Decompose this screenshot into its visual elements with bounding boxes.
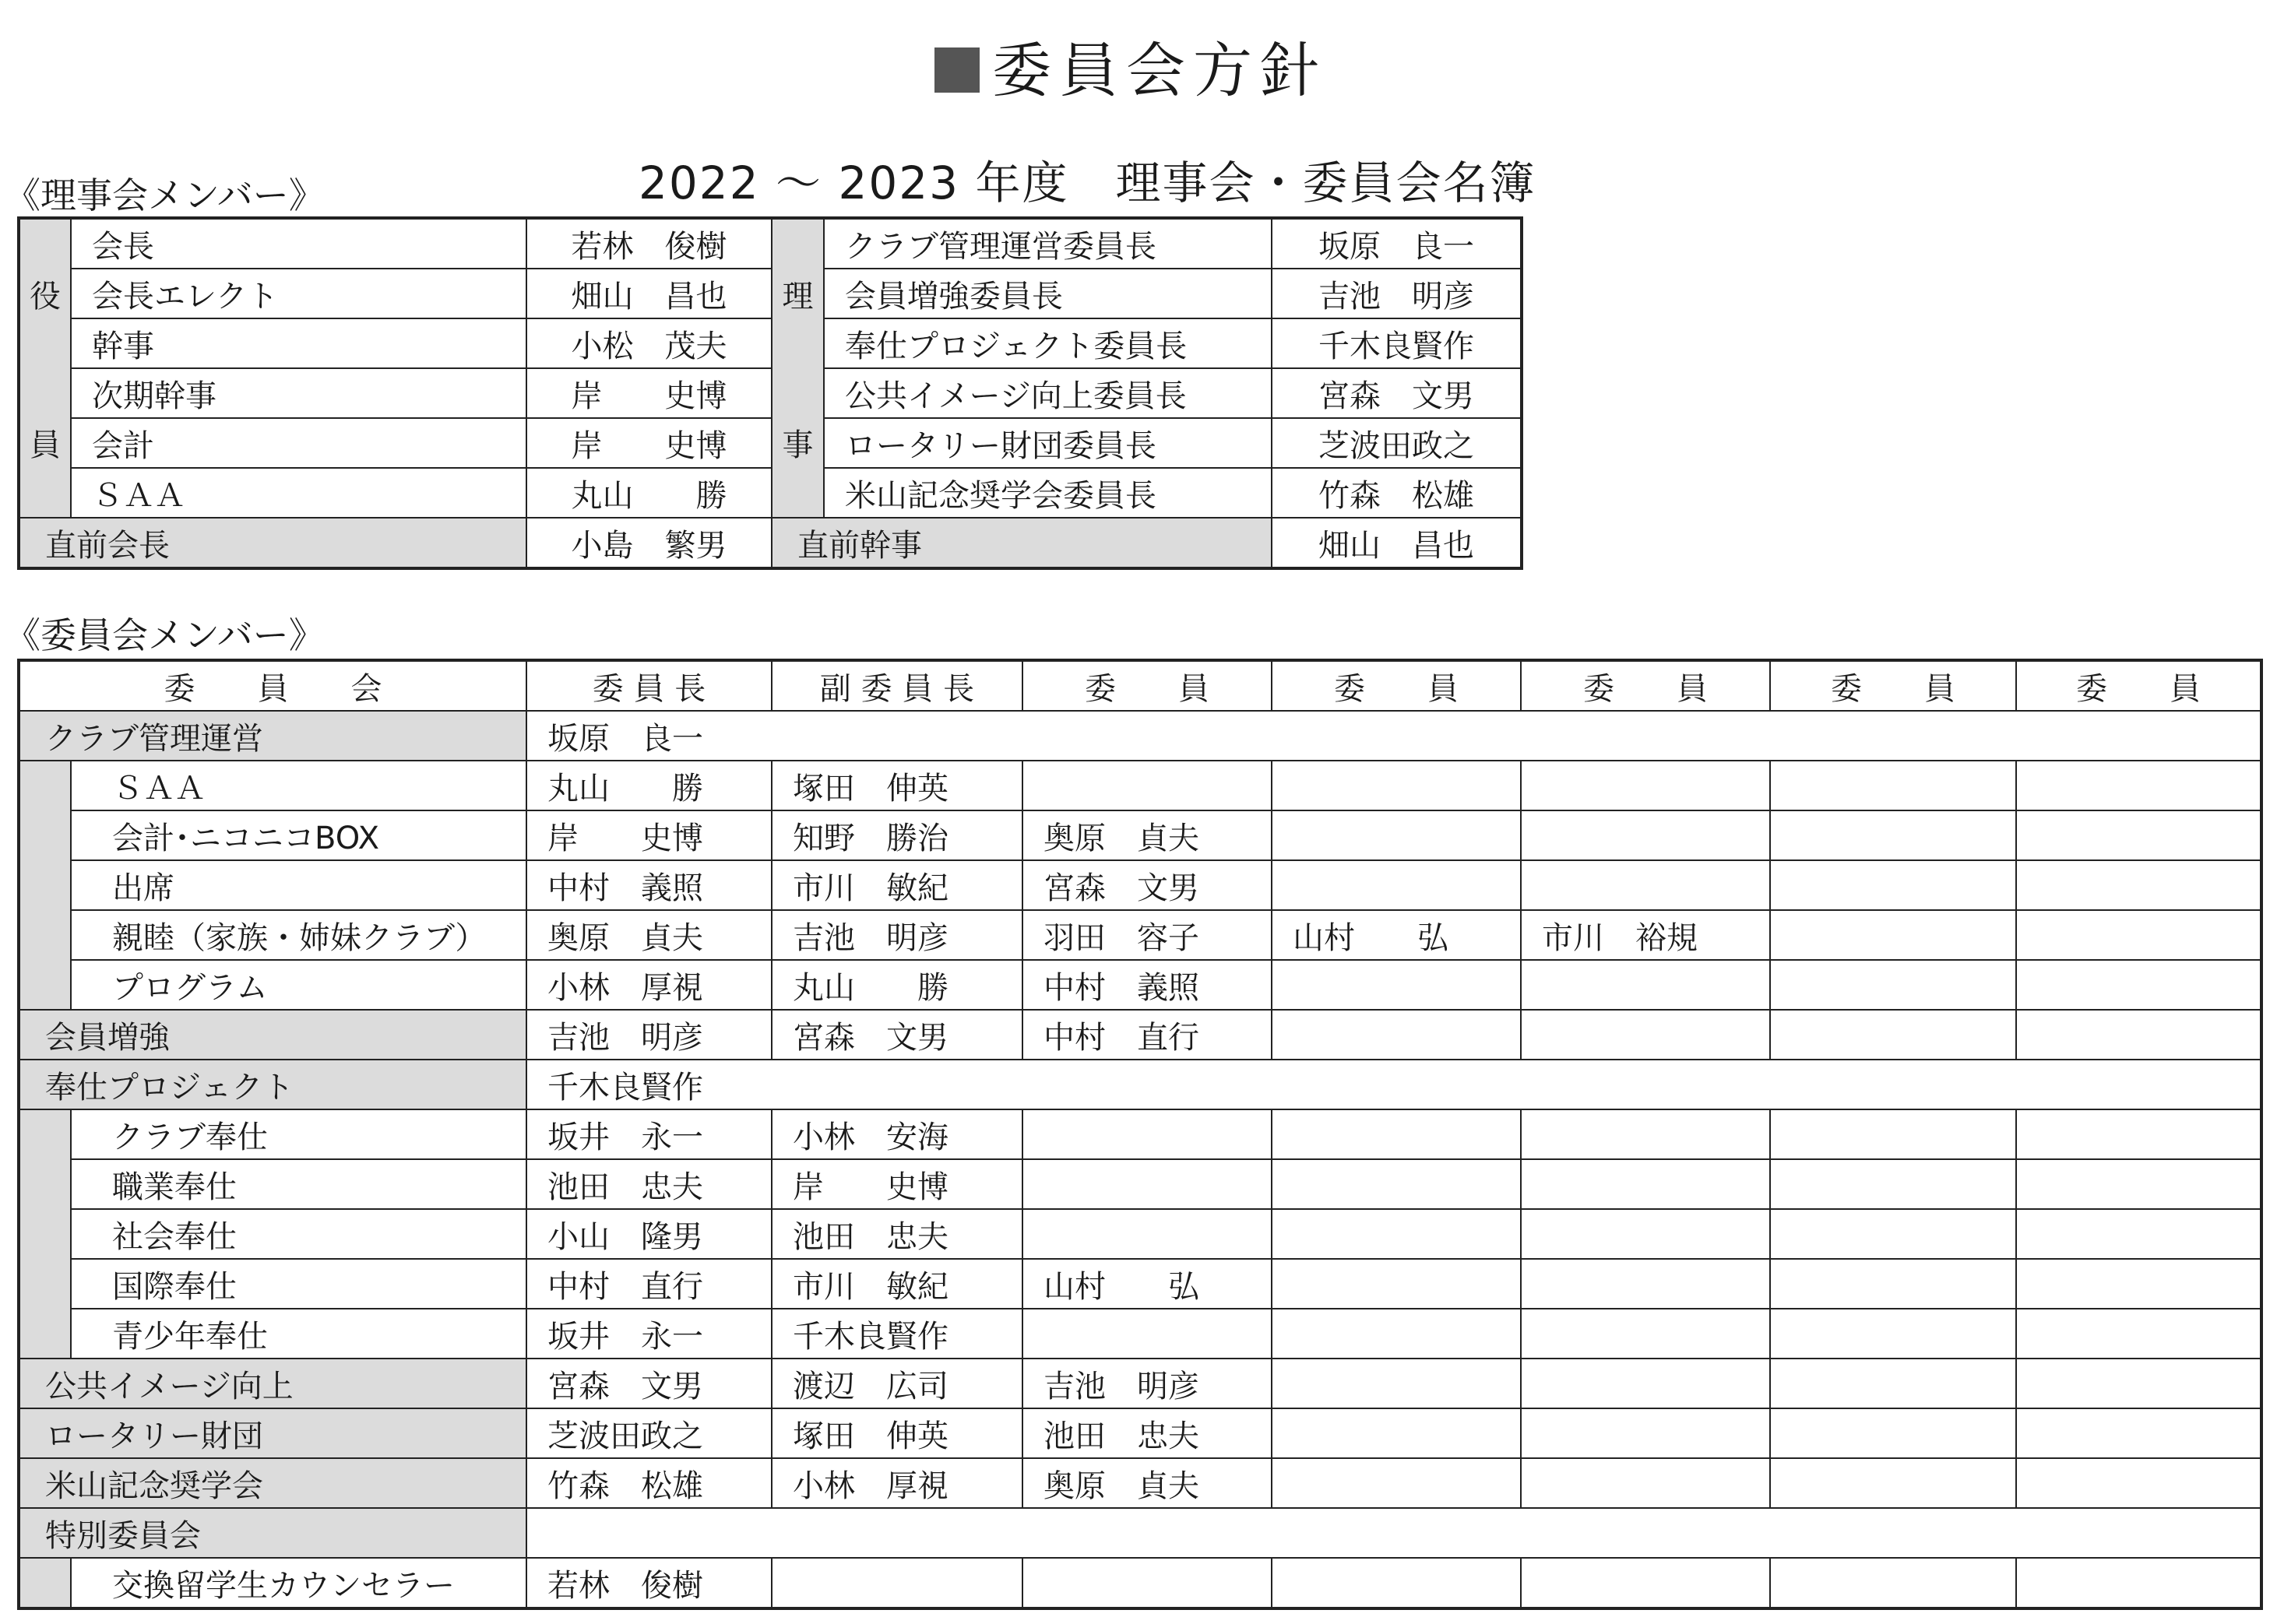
officer-name: 小松 茂夫 xyxy=(526,318,772,369)
column-header: 委 員 xyxy=(1520,660,1771,712)
officer-name: 丸山 勝 xyxy=(526,467,772,518)
committee-member xyxy=(1769,959,2017,1011)
committee-vice-chair: 渡辺 広司 xyxy=(771,1358,1023,1409)
subcommittee-name: 青少年奉仕 xyxy=(70,1308,527,1359)
committee-member xyxy=(2015,859,2261,911)
committee-member xyxy=(1769,909,2017,961)
column-header: 委 員 長 xyxy=(526,660,772,712)
committee-member xyxy=(1022,1208,1272,1260)
committee-chair: 坂井 永一 xyxy=(526,1109,772,1160)
committee-name: 特別委員会 xyxy=(19,1507,527,1559)
committee-member xyxy=(2015,909,2261,961)
committee-member xyxy=(1271,1109,1522,1160)
committee-member xyxy=(1022,760,1272,811)
committee-chair: 芝波田政之 xyxy=(526,1408,772,1459)
committee-member xyxy=(1271,859,1522,911)
subcommittee-name: ＳＡＡ xyxy=(70,760,527,811)
committee-member xyxy=(2015,1258,2261,1309)
committee-member xyxy=(1271,959,1522,1011)
committee-member: 羽田 容子 xyxy=(1022,909,1272,961)
past-secretary-name: 畑山 昌也 xyxy=(1271,517,1522,568)
committee-member xyxy=(1520,1308,1771,1359)
committee-chair: 丸山 勝 xyxy=(526,760,772,811)
committee-chair: 池田 忠夫 xyxy=(526,1158,772,1210)
committee-member xyxy=(2015,1358,2261,1409)
committee-member xyxy=(1022,1109,1272,1160)
committee-member xyxy=(2015,1408,2261,1459)
committee-member xyxy=(1520,1557,1771,1608)
committee-member: 山村 弘 xyxy=(1022,1258,1272,1309)
committee-vice-chair: 吉池 明彦 xyxy=(771,909,1023,961)
director-name: 千木良賢作 xyxy=(1271,318,1522,369)
committee-member xyxy=(1520,1457,1771,1509)
officers-group-label xyxy=(19,218,72,518)
committee-name: 会員増強 xyxy=(19,1009,527,1060)
committee-member: 市川 裕規 xyxy=(1520,909,1771,961)
page-title-text: 委員会方針 xyxy=(992,36,1327,105)
committee-member xyxy=(1271,1158,1522,1210)
column-header: 委 員 xyxy=(2015,660,2261,712)
past-president-name: 小島 繁男 xyxy=(526,517,772,568)
committee-chair: 岸 史博 xyxy=(526,810,772,861)
committee-member xyxy=(1769,1557,2017,1608)
committee-member xyxy=(1769,1158,2017,1210)
director-role: 米山記念奨学会委員長 xyxy=(823,467,1272,518)
officer-name: 畑山 昌也 xyxy=(526,268,772,319)
committee-chair: 坂井 永一 xyxy=(526,1308,772,1359)
director-name: 坂原 良一 xyxy=(1271,218,1522,269)
committee-chair: 吉池 明彦 xyxy=(526,1009,772,1060)
committee-name: ロータリー財団 xyxy=(19,1408,527,1459)
director-role: クラブ管理運営委員長 xyxy=(823,218,1272,269)
committee-member xyxy=(2015,1557,2261,1608)
committee-member xyxy=(2015,1158,2261,1210)
committee-member xyxy=(1271,1557,1522,1608)
committee-vice-chair: 丸山 勝 xyxy=(771,959,1023,1011)
committee-member xyxy=(2015,810,2261,861)
officer-role: 会長エレクト xyxy=(70,268,527,319)
committee-chair: 中村 直行 xyxy=(526,1258,772,1309)
committee-name: クラブ管理運営 xyxy=(19,710,527,761)
committee-vice-chair: 千木良賢作 xyxy=(771,1308,1023,1359)
subcommittee-name: 国際奉仕 xyxy=(70,1258,527,1309)
committee-member xyxy=(1022,1557,1272,1608)
committee-member xyxy=(1769,810,2017,861)
officer-role: 次期幹事 xyxy=(70,367,527,419)
committee-vice-chair: 市川 敏紀 xyxy=(771,1258,1023,1309)
committee-vice-chair: 宮森 文男 xyxy=(771,1009,1023,1060)
committee-vice-chair: 塚田 伸英 xyxy=(771,760,1023,811)
committee-chair: 小林 厚視 xyxy=(526,959,772,1011)
committee-member xyxy=(1520,1158,1771,1210)
director-name: 宮森 文男 xyxy=(1271,367,1522,419)
committee-vice-chair: 池田 忠夫 xyxy=(771,1208,1023,1260)
officer-role: 会計 xyxy=(70,417,527,469)
committee-member xyxy=(1520,1208,1771,1260)
past-secretary-role: 直前幹事 xyxy=(771,517,1272,568)
committee-member xyxy=(1271,1358,1522,1409)
committee-member: 奥原 貞夫 xyxy=(1022,1457,1272,1509)
committee-member: 山村 弘 xyxy=(1271,909,1522,961)
committee-member xyxy=(1520,760,1771,811)
subcommittee-name: 会計･ニコニコBOX xyxy=(70,810,527,861)
committee-member xyxy=(1769,1009,2017,1060)
officer-role: ＳＡＡ xyxy=(70,467,527,518)
committee-member xyxy=(1271,1009,1522,1060)
committee-member xyxy=(2015,1109,2261,1160)
committee-vice-chair: 小林 厚視 xyxy=(771,1457,1023,1509)
column-header: 委 員 xyxy=(1022,660,1272,712)
committee-member xyxy=(2015,959,2261,1011)
committee-member xyxy=(1769,760,2017,811)
committee-vice-chair: 塚田 伸英 xyxy=(771,1408,1023,1459)
committee-member xyxy=(1769,1208,2017,1260)
committee-section-label: 《委員会メンバー》 xyxy=(5,614,325,656)
page-title xyxy=(934,23,1327,108)
committee-vice-chair xyxy=(771,1557,1023,1608)
committee-blank-span xyxy=(526,1507,2261,1559)
committee-chair: 小山 隆男 xyxy=(526,1208,772,1260)
committee-chair: 奥原 貞夫 xyxy=(526,909,772,961)
committee-chair: 若林 俊樹 xyxy=(526,1557,772,1608)
committee-chair: 宮森 文男 xyxy=(526,1358,772,1409)
committee-member xyxy=(1769,859,2017,911)
directors-group-label xyxy=(771,218,825,518)
committee-member xyxy=(2015,1308,2261,1359)
committee-vice-chair: 知野 勝治 xyxy=(771,810,1023,861)
director-role: 奉仕プロジェクト委員長 xyxy=(823,318,1272,369)
committee-member xyxy=(1271,1308,1522,1359)
committee-group-bar xyxy=(19,760,72,1011)
officers-group-label-char: 員 xyxy=(30,427,61,463)
subcommittee-name: 職業奉仕 xyxy=(70,1158,527,1210)
committee-group-bar xyxy=(19,1109,72,1359)
committee-member xyxy=(1022,1158,1272,1210)
square-bullet-icon xyxy=(934,47,980,93)
committee-group-bar xyxy=(19,1557,72,1608)
subcommittee-name: 親睦（家族・姉妹クラブ） xyxy=(70,909,527,961)
subcommittee-name: プログラム xyxy=(70,959,527,1011)
committee-member xyxy=(2015,1457,2261,1509)
subcommittee-name: 交換留学生カウンセラー xyxy=(70,1557,527,1608)
director-role: 会員増強委員長 xyxy=(823,268,1272,319)
committee-member xyxy=(1769,1258,2017,1309)
officers-group-label-char: 役 xyxy=(30,279,61,315)
committee-member xyxy=(1769,1109,2017,1160)
committee-vice-chair: 岸 史博 xyxy=(771,1158,1023,1210)
subcommittee-name: クラブ奉仕 xyxy=(70,1109,527,1160)
past-president-role: 直前会長 xyxy=(19,517,527,568)
subcommittee-name: 出席 xyxy=(70,859,527,911)
committee-member xyxy=(1271,1457,1522,1509)
committee-member xyxy=(1769,1408,2017,1459)
director-role: 公共イメージ向上委員長 xyxy=(823,367,1272,419)
committee-member xyxy=(1520,810,1771,861)
director-name: 芝波田政之 xyxy=(1271,417,1522,469)
committee-member: 中村 義照 xyxy=(1022,959,1272,1011)
committee-chair: 千木良賢作 xyxy=(526,1059,2261,1110)
committee-member xyxy=(1022,1308,1272,1359)
committee-member xyxy=(1520,1109,1771,1160)
roster-subtitle: 2022 ～ 2023 年度 理事会・委員会名簿 xyxy=(639,156,1536,209)
column-header: 委 員 xyxy=(1271,660,1522,712)
committee-vice-chair: 市川 敏紀 xyxy=(771,859,1023,911)
board-section-label: 《理事会メンバー》 xyxy=(5,174,325,216)
column-header: 委 員 xyxy=(1769,660,2017,712)
committee-member: 中村 直行 xyxy=(1022,1009,1272,1060)
committee-name: 奉仕プロジェクト xyxy=(19,1059,527,1110)
committee-member: 池田 忠夫 xyxy=(1022,1408,1272,1459)
committee-member xyxy=(1271,1258,1522,1309)
committee-member xyxy=(1271,810,1522,861)
officer-name: 若林 俊樹 xyxy=(526,218,772,269)
committee-member xyxy=(1271,1408,1522,1459)
committee-member xyxy=(1520,1358,1771,1409)
committee-member xyxy=(1271,760,1522,811)
committee-member: 吉池 明彦 xyxy=(1022,1358,1272,1409)
committee-member xyxy=(1271,1208,1522,1260)
committee-chair: 中村 義照 xyxy=(526,859,772,911)
officer-name: 岸 史博 xyxy=(526,417,772,469)
committee-member: 宮森 文男 xyxy=(1022,859,1272,911)
director-name: 竹森 松雄 xyxy=(1271,467,1522,518)
director-role: ロータリー財団委員長 xyxy=(823,417,1272,469)
column-header: 委 員 会 xyxy=(19,660,527,712)
column-header: 副 委 員 長 xyxy=(771,660,1023,712)
committee-member xyxy=(2015,1009,2261,1060)
officer-role: 幹事 xyxy=(70,318,527,369)
committee-name: 米山記念奨学会 xyxy=(19,1457,527,1509)
committee-name: 公共イメージ向上 xyxy=(19,1358,527,1409)
committee-member xyxy=(1520,1009,1771,1060)
committee-chair: 竹森 松雄 xyxy=(526,1457,772,1509)
committee-member xyxy=(1769,1308,2017,1359)
committee-vice-chair: 小林 安海 xyxy=(771,1109,1023,1160)
committee-member xyxy=(1769,1457,2017,1509)
committee-chair: 坂原 良一 xyxy=(526,710,2261,761)
committee-member xyxy=(1520,1258,1771,1309)
committee-member: 奥原 貞夫 xyxy=(1022,810,1272,861)
officer-role: 会長 xyxy=(70,218,527,269)
officer-name: 岸 史博 xyxy=(526,367,772,419)
committee-member xyxy=(2015,760,2261,811)
directors-group-label-char: 理 xyxy=(782,279,814,315)
committee-member xyxy=(2015,1208,2261,1260)
subcommittee-name: 社会奉仕 xyxy=(70,1208,527,1260)
directors-group-label-char: 事 xyxy=(782,427,814,463)
committee-member xyxy=(1769,1358,2017,1409)
committee-member xyxy=(1520,959,1771,1011)
committee-member xyxy=(1520,1408,1771,1459)
director-name: 吉池 明彦 xyxy=(1271,268,1522,319)
committee-member xyxy=(1520,859,1771,911)
